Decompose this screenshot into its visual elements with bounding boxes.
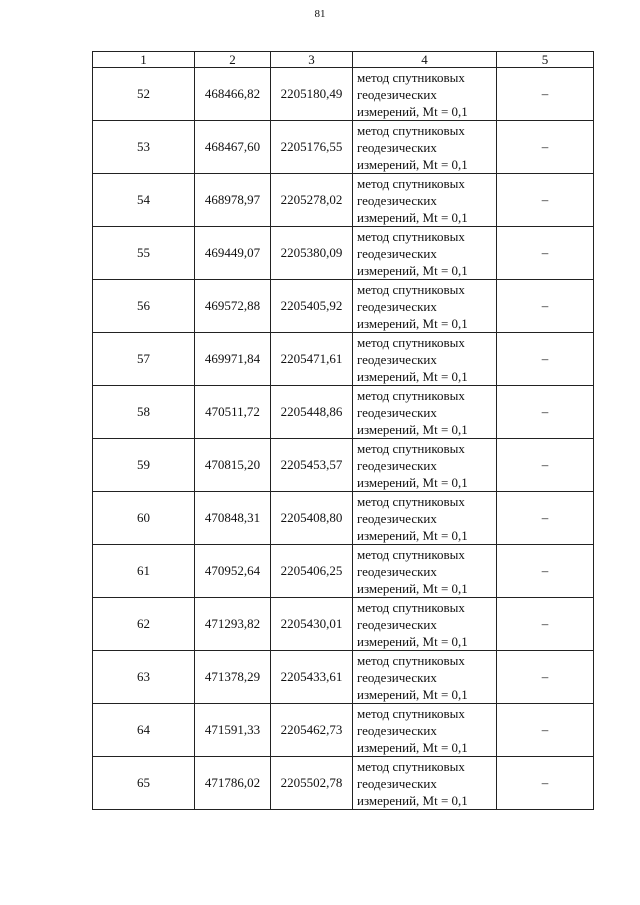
method-text-line: метод спутниковых (357, 122, 465, 138)
table-row (93, 439, 594, 492)
column-header-5: 5 (497, 52, 594, 68)
table-row (93, 386, 594, 439)
table-row (93, 757, 594, 810)
table-body (93, 68, 594, 810)
method-text-line: измерений, Mt = 0,1 (357, 739, 468, 755)
table-row (93, 545, 594, 598)
method-text-line: геодезических (357, 404, 437, 420)
note-cell: – (497, 439, 594, 492)
page-number: 81 (314, 8, 326, 20)
y-coordinate-cell: 2205408,80 (271, 492, 353, 545)
y-coordinate-cell: 2205462,73 (271, 704, 353, 757)
method-text-line: метод спутниковых (357, 599, 465, 615)
method-text-line: метод спутниковых (357, 334, 465, 350)
note-cell: – (497, 333, 594, 386)
x-coordinate-cell: 470815,20 (195, 439, 271, 492)
y-coordinate-cell: 2205176,55 (271, 121, 353, 174)
method-text-line: метод спутниковых (357, 652, 465, 668)
method-cell (353, 386, 497, 439)
method-text-line: геодезических (357, 722, 437, 738)
table-header (93, 52, 594, 68)
method-cell (353, 333, 497, 386)
method-text-line: метод спутниковых (357, 440, 465, 456)
method-text-line: метод спутниковых (357, 69, 465, 85)
method-text-line: измерений, Mt = 0,1 (357, 262, 468, 278)
x-coordinate-cell: 470848,31 (195, 492, 271, 545)
column-header-3: 3 (271, 52, 353, 68)
method-text-line: измерений, Mt = 0,1 (357, 580, 468, 596)
method-text-line: геодезических (357, 139, 437, 155)
note-cell: – (497, 757, 594, 810)
method-cell (353, 280, 497, 333)
method-text-line: метод спутниковых (357, 387, 465, 403)
method-text-line: метод спутниковых (357, 493, 465, 509)
method-text-line: измерений, Mt = 0,1 (357, 156, 468, 172)
table-row (93, 121, 594, 174)
note-cell: – (497, 704, 594, 757)
y-coordinate-cell: 2205433,61 (271, 651, 353, 704)
method-text-line: геодезических (357, 616, 437, 632)
method-cell (353, 704, 497, 757)
point-number-cell: 52 (93, 68, 195, 121)
method-text-line: геодезических (357, 86, 437, 102)
method-cell (353, 68, 497, 121)
method-text-line: метод спутниковых (357, 228, 465, 244)
method-text-line: геодезических (357, 192, 437, 208)
note-cell: – (497, 227, 594, 280)
y-coordinate-cell: 2205453,57 (271, 439, 353, 492)
table-row (93, 333, 594, 386)
note-cell: – (497, 651, 594, 704)
y-coordinate-cell: 2205405,92 (271, 280, 353, 333)
method-text-line: измерений, Mt = 0,1 (357, 421, 468, 437)
method-text-line: геодезических (357, 563, 437, 579)
x-coordinate-cell: 469449,07 (195, 227, 271, 280)
x-coordinate-cell: 470511,72 (195, 386, 271, 439)
point-number-cell: 56 (93, 280, 195, 333)
point-number-cell: 60 (93, 492, 195, 545)
method-text-line: геодезических (357, 351, 437, 367)
point-number-cell: 62 (93, 598, 195, 651)
method-text-line: геодезических (357, 669, 437, 685)
y-coordinate-cell: 2205471,61 (271, 333, 353, 386)
y-coordinate-cell: 2205430,01 (271, 598, 353, 651)
method-text-line: измерений, Mt = 0,1 (357, 686, 468, 702)
method-text-line: измерений, Mt = 0,1 (357, 474, 468, 490)
point-number-cell: 65 (93, 757, 195, 810)
point-number-cell: 61 (93, 545, 195, 598)
table-row (93, 492, 594, 545)
y-coordinate-cell: 2205448,86 (271, 386, 353, 439)
note-cell: – (497, 280, 594, 333)
column-header-1: 1 (93, 52, 195, 68)
method-cell (353, 757, 497, 810)
table-row (93, 227, 594, 280)
method-text-line: измерений, Mt = 0,1 (357, 103, 468, 119)
method-cell (353, 598, 497, 651)
method-text-line: измерений, Mt = 0,1 (357, 792, 468, 808)
method-text-line: измерений, Mt = 0,1 (357, 368, 468, 384)
point-number-cell: 55 (93, 227, 195, 280)
x-coordinate-cell: 468466,82 (195, 68, 271, 121)
x-coordinate-cell: 468467,60 (195, 121, 271, 174)
y-coordinate-cell: 2205180,49 (271, 68, 353, 121)
method-text-line: геодезических (357, 457, 437, 473)
method-cell (353, 121, 497, 174)
x-coordinate-cell: 469971,84 (195, 333, 271, 386)
method-cell (353, 545, 497, 598)
table-row (93, 651, 594, 704)
method-text-line: геодезических (357, 245, 437, 261)
point-number-cell: 64 (93, 704, 195, 757)
column-header-2: 2 (195, 52, 271, 68)
note-cell: – (497, 492, 594, 545)
table-row (93, 598, 594, 651)
method-text-line: метод спутниковых (357, 281, 465, 297)
x-coordinate-cell: 471786,02 (195, 757, 271, 810)
table-row (93, 704, 594, 757)
note-cell: – (497, 174, 594, 227)
x-coordinate-cell: 471293,82 (195, 598, 271, 651)
method-text-line: измерений, Mt = 0,1 (357, 209, 468, 225)
y-coordinate-cell: 2205502,78 (271, 757, 353, 810)
method-text-line: метод спутниковых (357, 705, 465, 721)
method-text-line: геодезических (357, 298, 437, 314)
method-text-line: геодезических (357, 775, 437, 791)
point-number-cell: 59 (93, 439, 195, 492)
method-text-line: измерений, Mt = 0,1 (357, 633, 468, 649)
method-text-line: измерений, Mt = 0,1 (357, 527, 468, 543)
point-number-cell: 53 (93, 121, 195, 174)
header-row (93, 52, 594, 68)
method-text-line: геодезических (357, 510, 437, 526)
y-coordinate-cell: 2205380,09 (271, 227, 353, 280)
x-coordinate-cell: 469572,88 (195, 280, 271, 333)
x-coordinate-cell: 471378,29 (195, 651, 271, 704)
x-coordinate-cell: 468978,97 (195, 174, 271, 227)
method-cell (353, 174, 497, 227)
table-row (93, 174, 594, 227)
note-cell: – (497, 121, 594, 174)
note-cell: – (497, 68, 594, 121)
y-coordinate-cell: 2205406,25 (271, 545, 353, 598)
method-cell (353, 492, 497, 545)
method-text-line: метод спутниковых (357, 546, 465, 562)
point-number-cell: 57 (93, 333, 195, 386)
x-coordinate-cell: 470952,64 (195, 545, 271, 598)
point-number-cell: 54 (93, 174, 195, 227)
point-number-cell: 58 (93, 386, 195, 439)
column-header-4: 4 (353, 52, 497, 68)
point-number-cell: 63 (93, 651, 195, 704)
table-row (93, 280, 594, 333)
method-text-line: метод спутниковых (357, 758, 465, 774)
coordinates-table (92, 51, 594, 810)
x-coordinate-cell: 471591,33 (195, 704, 271, 757)
method-text-line: измерений, Mt = 0,1 (357, 315, 468, 331)
method-cell (353, 439, 497, 492)
table-row (93, 68, 594, 121)
y-coordinate-cell: 2205278,02 (271, 174, 353, 227)
note-cell: – (497, 386, 594, 439)
method-cell (353, 651, 497, 704)
note-cell: – (497, 545, 594, 598)
note-cell: – (497, 598, 594, 651)
method-text-line: метод спутниковых (357, 175, 465, 191)
method-cell (353, 227, 497, 280)
